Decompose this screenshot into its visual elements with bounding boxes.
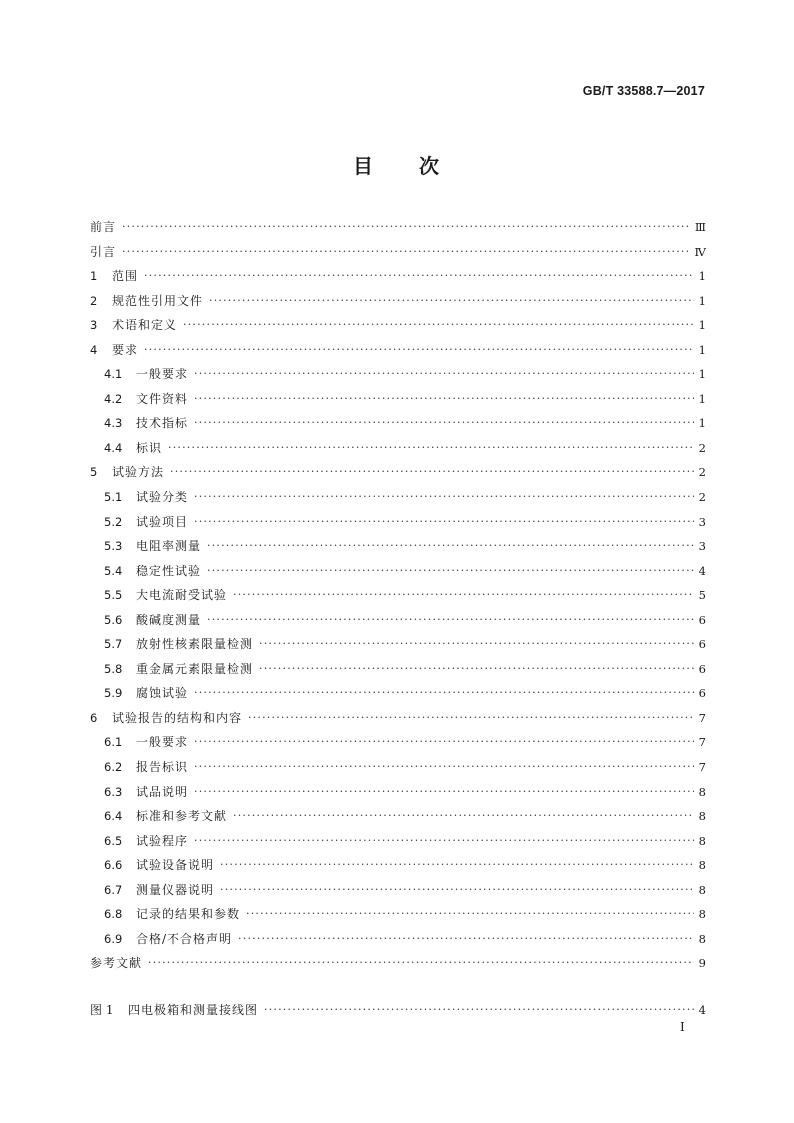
toc-entry-page: 2 — [698, 440, 706, 455]
toc-entry[interactable] — [90, 264, 706, 289]
toc-entry-title: 试验方法 — [112, 465, 165, 480]
toc-entry[interactable] — [90, 411, 706, 436]
toc-entry-number: 6.1 — [104, 735, 123, 750]
toc-entry-number: 6.6 — [104, 858, 123, 873]
toc-entry[interactable] — [90, 289, 706, 314]
toc-entry-number: 5 — [90, 465, 98, 480]
toc-entry-number: 5.7 — [104, 637, 123, 652]
toc-entry-page: 5 — [698, 588, 706, 603]
toc-entry-page: 7 — [698, 760, 706, 775]
toc-entry[interactable] — [90, 608, 706, 633]
toc-entry[interactable] — [90, 681, 706, 706]
toc-entry-page: Ⅳ — [694, 244, 706, 259]
toc-entry[interactable] — [90, 706, 706, 731]
toc-entry-number: 5.8 — [104, 661, 123, 676]
toc-entry-page: 8 — [698, 882, 706, 897]
toc-leader-dots — [220, 878, 694, 903]
toc-entry-number: 3 — [90, 318, 98, 333]
toc-entry[interactable] — [90, 755, 706, 780]
toc-leader-dots — [259, 657, 694, 682]
toc-entry-number: 5.4 — [104, 563, 123, 578]
toc-entry-title: 重金属元素限量检测 — [136, 661, 254, 676]
toc-leader-dots — [183, 313, 694, 338]
toc-entry-title: 参考文献 — [90, 956, 143, 971]
toc-entry[interactable] — [90, 387, 706, 412]
toc-entry-page: 6 — [698, 612, 706, 627]
table-of-contents — [90, 215, 706, 976]
toc-entry-number: 6.4 — [104, 809, 123, 824]
toc-entry-page: 1 — [698, 293, 706, 308]
toc-leader-dots — [194, 362, 694, 387]
toc-entry-number: 6.9 — [104, 931, 123, 946]
toc-entry-title: 标准和参考文献 — [136, 809, 228, 824]
toc-entry[interactable] — [90, 951, 706, 976]
toc-entry-number: 4.4 — [104, 440, 123, 455]
toc-leader-dots — [238, 927, 694, 952]
toc-entry[interactable] — [90, 902, 706, 927]
toc-leader-dots — [233, 804, 694, 829]
toc-leader-dots — [194, 730, 694, 755]
toc-entry[interactable] — [90, 362, 706, 387]
toc-entry-page: 4 — [698, 563, 706, 578]
toc-entry-page: 8 — [698, 784, 706, 799]
toc-entry[interactable] — [90, 780, 706, 805]
toc-entry[interactable] — [90, 510, 706, 535]
toc-entry-title: 术语和定义 — [112, 318, 178, 333]
toc-leader-dots — [207, 559, 694, 584]
toc-leader-dots — [170, 460, 694, 485]
toc-leader-dots — [194, 755, 694, 780]
toc-leader-dots — [194, 485, 694, 510]
toc-entry-number: 6.2 — [104, 760, 123, 775]
toc-entry-number: 6.3 — [104, 784, 123, 799]
page-title: 目 次 — [353, 154, 441, 178]
toc-entry[interactable] — [90, 730, 706, 755]
toc-entry-title: 放射性核素限量检测 — [136, 637, 254, 652]
toc-entry-number: 6.8 — [104, 907, 123, 922]
toc-entry-title: 试品说明 — [136, 784, 189, 799]
toc-entry-title: 技术指标 — [136, 416, 189, 431]
toc-entry[interactable] — [90, 878, 706, 903]
toc-entry-page: 1 — [698, 367, 706, 382]
toc-entry-number: 4.1 — [104, 367, 123, 382]
toc-entry-title: 一般要求 — [136, 367, 189, 382]
toc-entry-title: 引言 — [90, 244, 117, 259]
toc-entry[interactable] — [90, 829, 706, 854]
toc-leader-dots — [194, 387, 694, 412]
toc-entry-number: 5.1 — [104, 490, 123, 505]
toc-entry-page: 8 — [698, 833, 706, 848]
toc-leader-dots — [259, 632, 694, 657]
toc-entry-title: 一般要求 — [136, 735, 189, 750]
toc-entry-page: 3 — [698, 539, 706, 554]
toc-entry[interactable] — [90, 853, 706, 878]
toc-entry-number: 5.6 — [104, 612, 123, 627]
toc-entry-number: 5.2 — [104, 514, 123, 529]
figure-entry-number: 图 1 — [90, 1003, 114, 1017]
toc-entry-title: 文件资料 — [136, 391, 189, 406]
figure-entry[interactable] — [90, 998, 706, 1023]
toc-entry-page: 1 — [698, 269, 706, 284]
toc-entry-page: 1 — [698, 391, 706, 406]
toc-leader-dots — [168, 436, 694, 461]
toc-entry[interactable] — [90, 657, 706, 682]
toc-entry-number: 5.5 — [104, 588, 123, 603]
toc-entry-title: 试验报告的结构和内容 — [112, 710, 243, 725]
toc-entry[interactable] — [90, 313, 706, 338]
toc-entry-title: 稳定性试验 — [136, 563, 202, 578]
page-number: Ⅰ — [680, 1020, 685, 1034]
toc-entry-title: 记录的结果和参数 — [136, 907, 241, 922]
toc-entry-page: 6 — [698, 637, 706, 652]
toc-leader-dots — [209, 289, 694, 314]
toc-entry-page: 6 — [698, 661, 706, 676]
toc-entry-number: 4.3 — [104, 416, 123, 431]
toc-leader-dots — [148, 951, 694, 976]
toc-entry[interactable] — [90, 215, 706, 240]
standard-code: GB/T 33588.7—2017 — [582, 84, 705, 98]
toc-leader-dots — [122, 215, 691, 240]
figure-entry-title: 四电极箱和测量接线图 — [128, 1003, 259, 1017]
toc-leader-dots — [207, 534, 694, 559]
toc-entry-title: 酸碱度测量 — [136, 612, 202, 627]
toc-entry[interactable] — [90, 485, 706, 510]
toc-entry-title: 范围 — [112, 269, 139, 284]
toc-entry-page: 8 — [698, 858, 706, 873]
toc-leader-dots — [144, 338, 694, 363]
toc-entry-title: 试验项目 — [136, 514, 189, 529]
toc-entry-number: 5.9 — [104, 686, 123, 701]
toc-entry-number: 4.2 — [104, 391, 123, 406]
toc-leader-dots — [194, 681, 694, 706]
toc-entry-page: 9 — [698, 956, 706, 971]
toc-entry-title: 电阻率测量 — [136, 539, 202, 554]
toc-entry-number: 5.3 — [104, 539, 123, 554]
toc-entry-number: 4 — [90, 342, 98, 357]
toc-entry[interactable] — [90, 460, 706, 485]
toc-entry[interactable] — [90, 338, 706, 363]
toc-entry-title: 规范性引用文件 — [112, 293, 204, 308]
toc-entry-title: 报告标识 — [136, 760, 189, 775]
toc-entry-page: 1 — [698, 416, 706, 431]
toc-leader-dots — [122, 240, 690, 265]
toc-leader-dots — [194, 411, 694, 436]
toc-entry[interactable] — [90, 240, 706, 265]
toc-entry-page: 8 — [698, 907, 706, 922]
toc-entry[interactable] — [90, 927, 706, 952]
toc-entry-page: 8 — [698, 931, 706, 946]
figure-leader-dots — [264, 998, 694, 1023]
figure-entry-page: 4 — [698, 1003, 706, 1017]
toc-entry[interactable] — [90, 534, 706, 559]
toc-entry-title: 前言 — [90, 220, 117, 234]
toc-entry-title: 腐蚀试验 — [136, 686, 189, 701]
toc-entry-number: 1 — [90, 269, 98, 284]
toc-leader-dots — [194, 829, 694, 854]
toc-entry-page: 7 — [698, 735, 706, 750]
toc-entry-number: 6.7 — [104, 882, 123, 897]
toc-leader-dots — [194, 510, 694, 535]
toc-entry[interactable] — [90, 583, 706, 608]
toc-entry[interactable] — [90, 436, 706, 461]
toc-entry-title: 测量仪器说明 — [136, 882, 215, 897]
figure-list — [90, 998, 706, 1023]
toc-leader-dots — [220, 853, 694, 878]
toc-entry[interactable] — [90, 804, 706, 829]
toc-leader-dots — [233, 583, 694, 608]
toc-entry[interactable] — [90, 632, 706, 657]
toc-entry-title: 试验设备说明 — [136, 858, 215, 873]
toc-entry[interactable] — [90, 559, 706, 584]
toc-entry-page: 6 — [698, 686, 706, 701]
toc-entry-page: Ⅲ — [694, 220, 706, 234]
toc-entry-page: 7 — [698, 710, 706, 725]
toc-entry-number: 6 — [90, 710, 98, 725]
toc-leader-dots — [144, 264, 694, 289]
toc-leader-dots — [194, 780, 694, 805]
toc-entry-page: 1 — [698, 318, 706, 333]
toc-entry-title: 要求 — [112, 342, 139, 357]
toc-entry-page: 8 — [698, 809, 706, 824]
toc-entry-title: 大电流耐受试验 — [136, 588, 228, 603]
toc-entry-title: 试验分类 — [136, 490, 189, 505]
toc-entry-number: 6.5 — [104, 833, 123, 848]
toc-entry-title: 合格/不合格声明 — [136, 931, 233, 946]
toc-leader-dots — [246, 902, 694, 927]
toc-entry-page: 2 — [698, 465, 706, 480]
toc-entry-page: 3 — [698, 514, 706, 529]
toc-entry-page: 2 — [698, 490, 706, 505]
toc-leader-dots — [207, 608, 694, 633]
toc-entry-page: 1 — [698, 342, 706, 357]
toc-entry-number: 2 — [90, 293, 98, 308]
toc-leader-dots — [248, 706, 694, 731]
toc-entry-title: 标识 — [136, 440, 163, 455]
toc-entry-title: 试验程序 — [136, 833, 189, 848]
